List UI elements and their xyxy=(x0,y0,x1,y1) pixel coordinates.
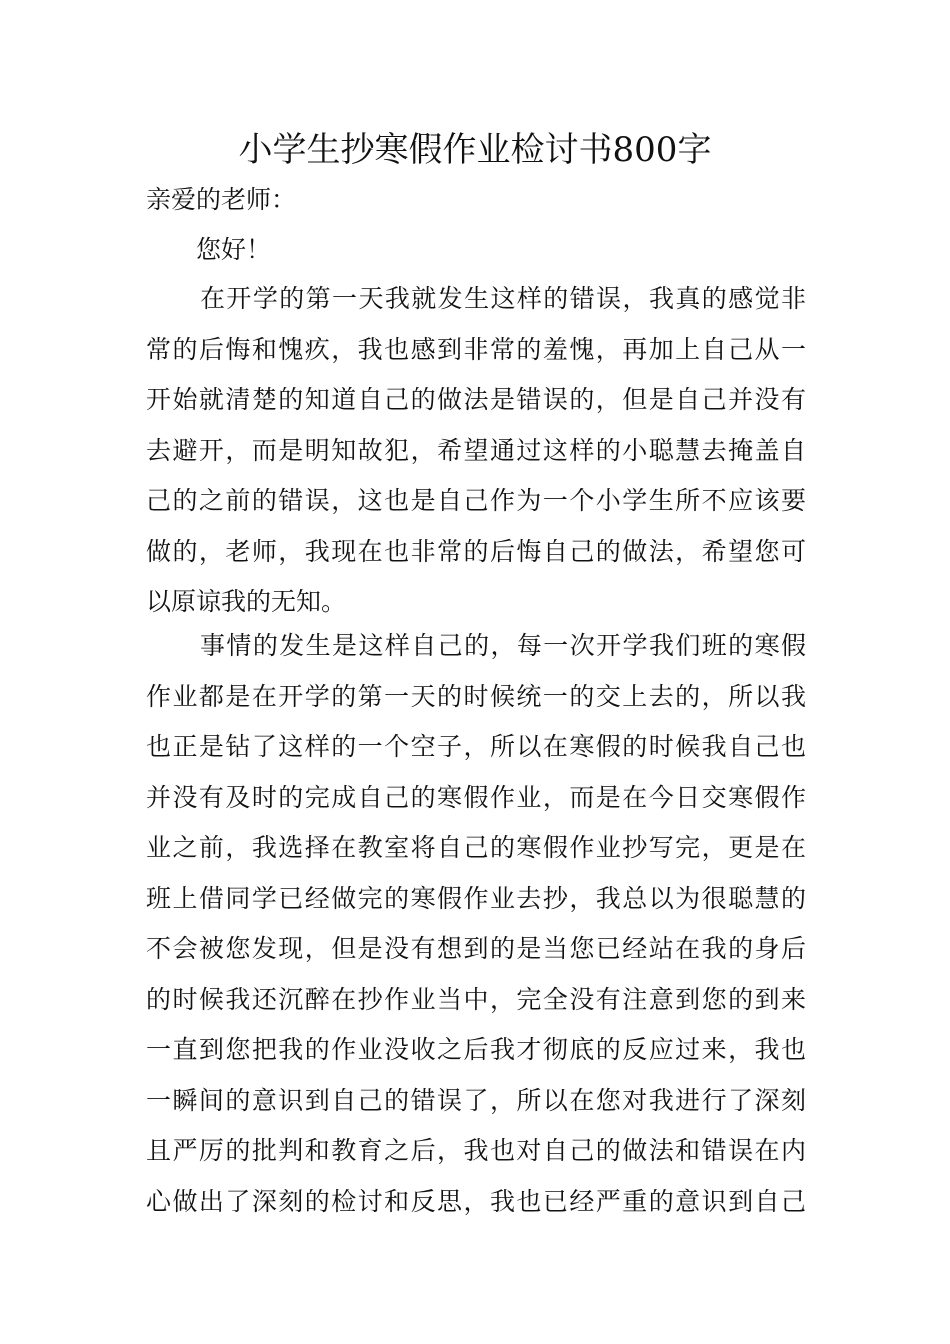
paragraph-line: 一直到您把我的作业没收之后我才彻底的反应过来，我也 xyxy=(146,1035,806,1064)
paragraph-line: 业之前，我选择在教室将自己的寒假作业抄写完，更是在 xyxy=(146,833,806,862)
document-title: 小学生抄寒假作业检讨书800字 xyxy=(238,130,712,170)
paragraph-line: 做的，老师，我现在也非常的后悔自己的做法，希望您可 xyxy=(146,536,806,566)
paragraph-line: 在开学的第一天我就发生这样的错误，我真的感觉非 xyxy=(200,284,806,313)
salutation: 亲爱的老师： xyxy=(146,185,297,214)
paragraph-line: 去避开，而是明知故犯，希望通过这样的小聪慧去掩盖自 xyxy=(146,435,806,465)
paragraph-line: 以原谅我的无知。 xyxy=(146,587,347,616)
paragraph-2 xyxy=(146,621,806,1227)
paragraph-line: 开始就清楚的知道自己的做法是错误的，但是自己并没有 xyxy=(146,385,806,414)
greeting: 您好！ xyxy=(196,235,272,264)
paragraph-line: 并没有及时的完成自己的寒假作业，而是在今日交寒假作 xyxy=(146,782,806,812)
paragraph-line: 一瞬间的意识到自己的错误了，所以在您对我进行了深刻 xyxy=(146,1085,806,1115)
paragraph-1 xyxy=(146,274,806,628)
paragraph-line: 且严厉的批判和教育之后，我也对自己的做法和错误在内 xyxy=(146,1136,806,1165)
paragraph-line: 心做出了深刻的检讨和反思，我也已经严重的意识到自己 xyxy=(146,1186,806,1216)
paragraph-line: 班上借同学已经做完的寒假作业去抄，我总以为很聪慧的 xyxy=(146,883,806,913)
paragraph-line: 不会被您发现，但是没有想到的是当您已经站在我的身后 xyxy=(146,934,806,963)
paragraph-line: 的时候我还沉醉在抄作业当中，完全没有注意到您的到来 xyxy=(146,984,806,1014)
paragraph-line: 己的之前的错误，这也是自己作为一个小学生所不应该要 xyxy=(146,486,806,515)
paragraph-line: 也正是钻了这样的一个空子，所以在寒假的时候我自己也 xyxy=(146,732,806,761)
paragraph-line: 常的后悔和愧疚，我也感到非常的羞愧，再加上自己从一 xyxy=(146,334,806,364)
paragraph-line: 事情的发生是这样自己的，每一次开学我们班的寒假 xyxy=(200,631,806,660)
paragraph-line: 作业都是在开学的第一天的时候统一的交上去的，所以我 xyxy=(146,681,806,711)
